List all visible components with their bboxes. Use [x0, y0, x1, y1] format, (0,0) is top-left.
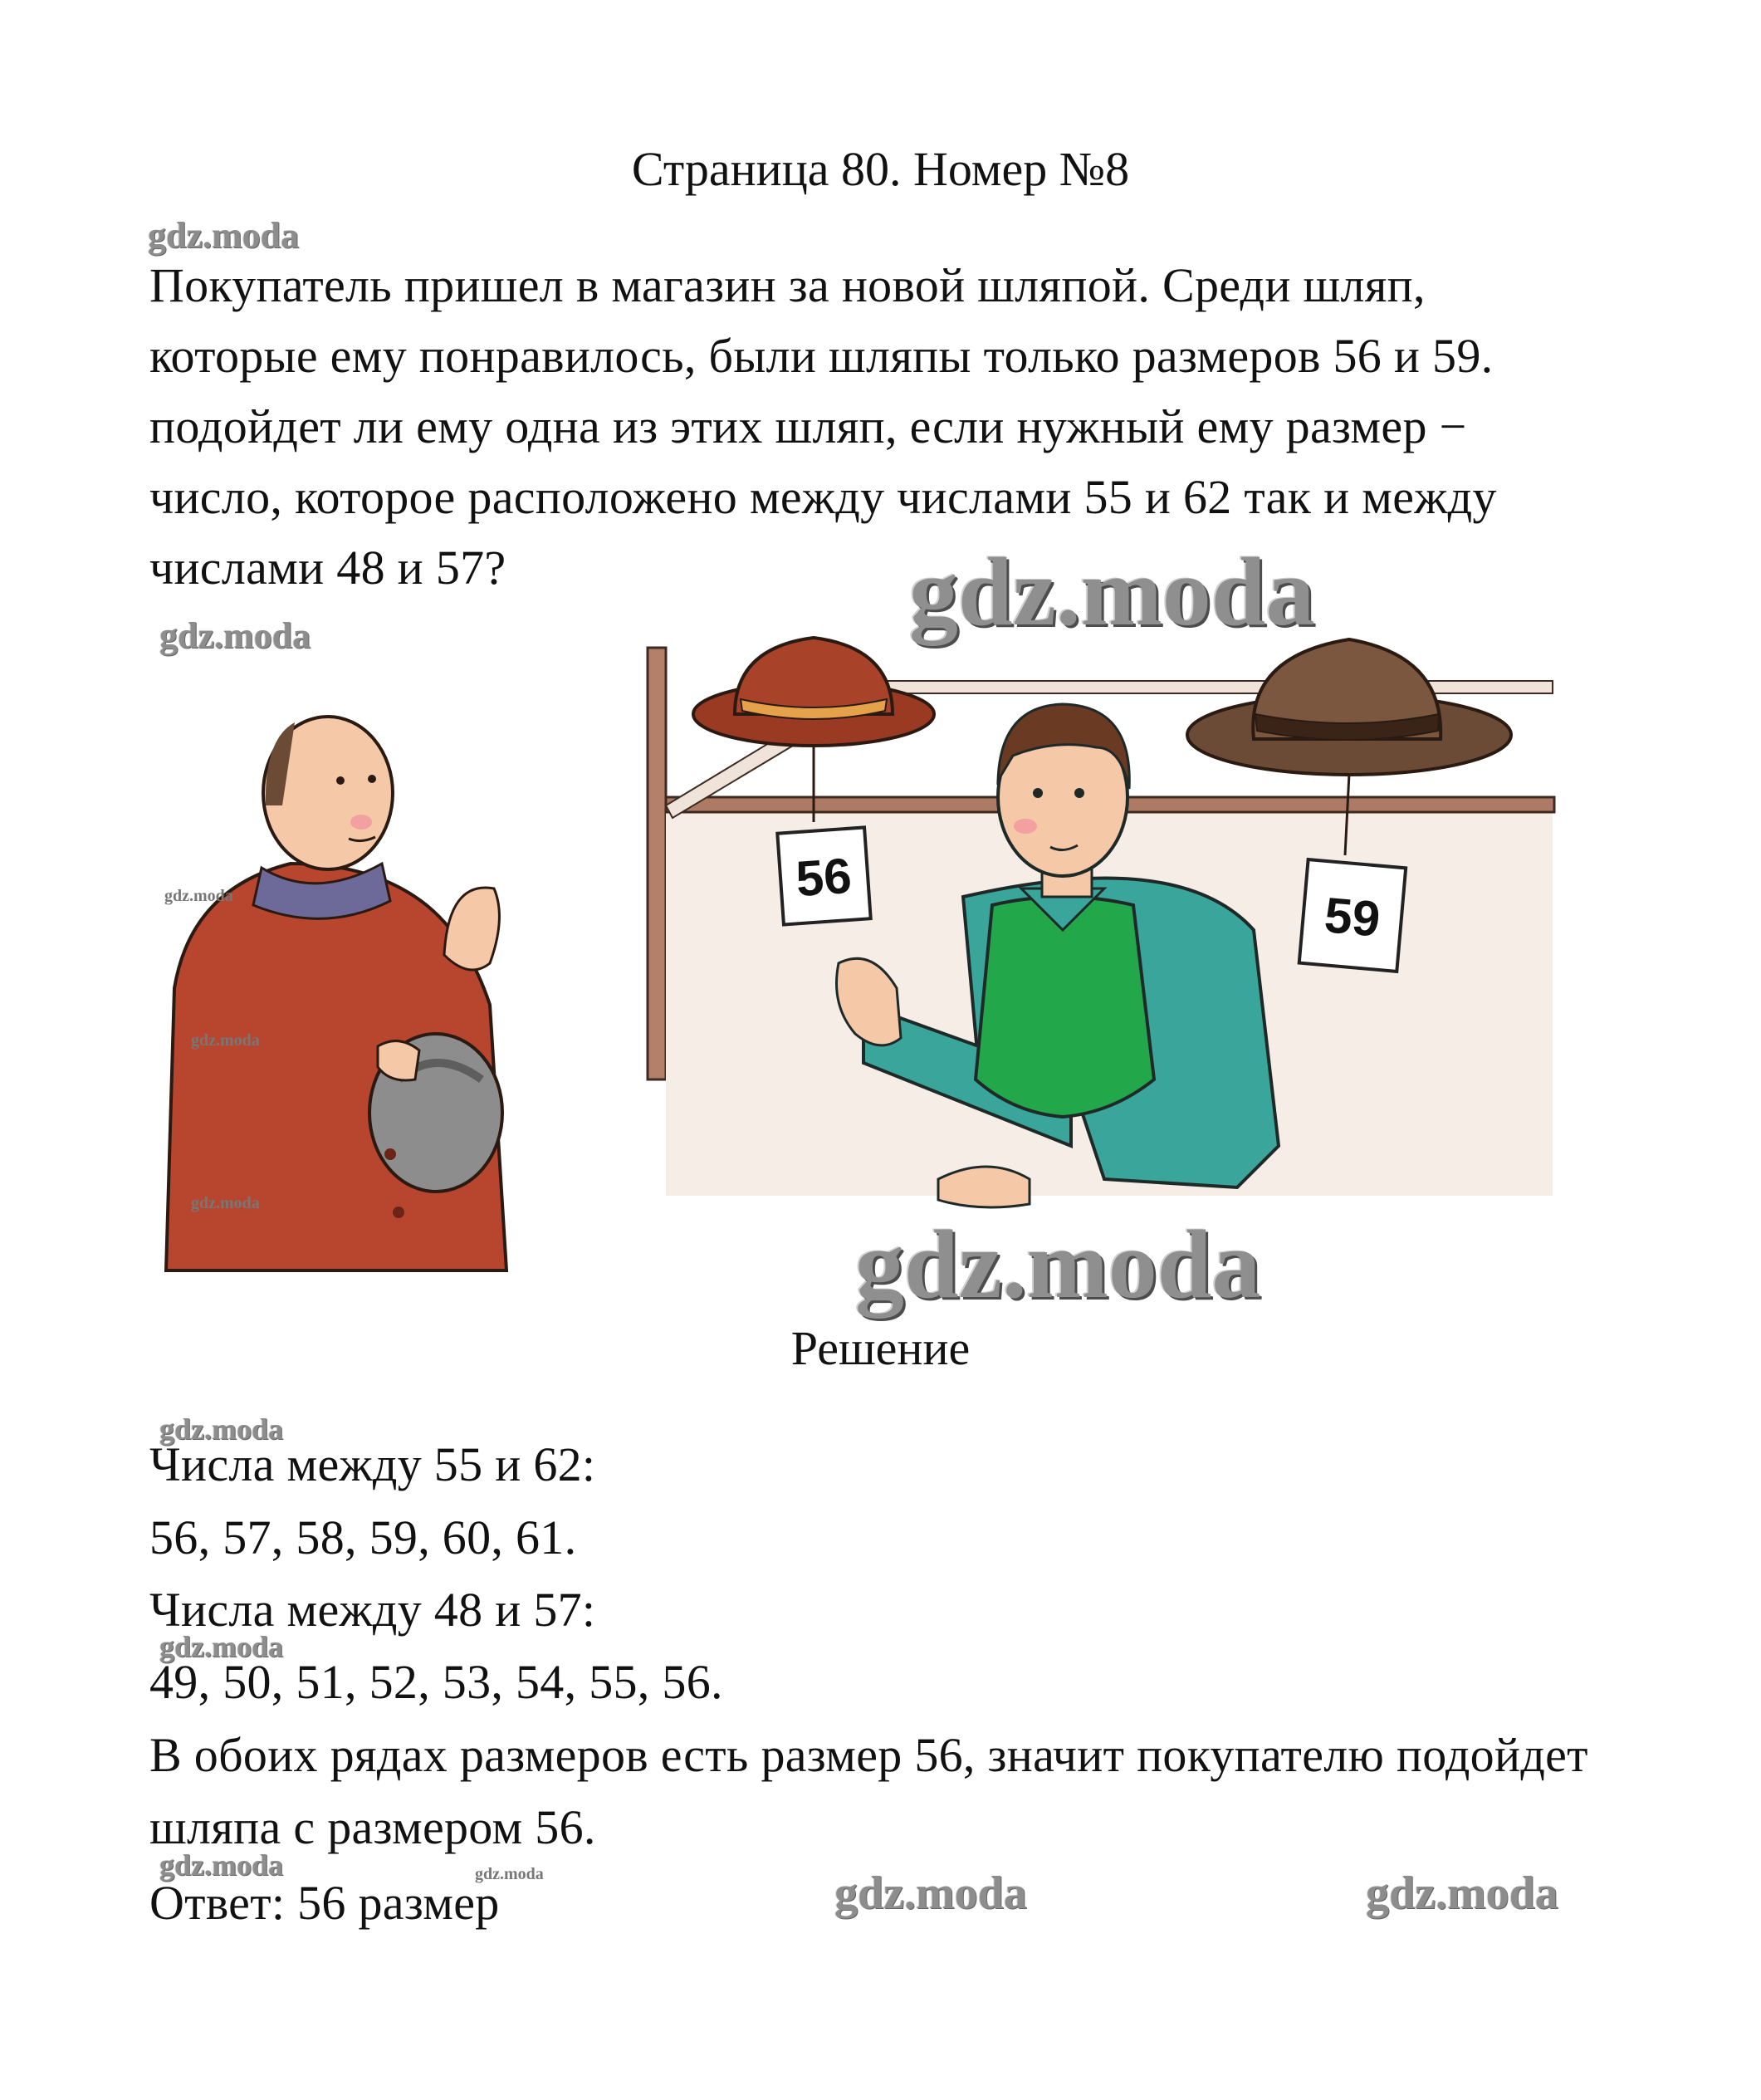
- watermark: gdz.moda: [475, 1865, 544, 1883]
- watermark: gdz.moda: [164, 887, 233, 905]
- watermark: gdz.moda: [159, 1630, 284, 1663]
- solution-line: Числа между 55 и 62:: [149, 1437, 596, 1491]
- size-tag-59: [1299, 859, 1406, 972]
- watermark: gdz.moda: [191, 1031, 260, 1050]
- section-title: Решение: [790, 1321, 971, 1375]
- illustration: [149, 614, 1561, 1279]
- problem-line: подойдет ли ему одна из этих шляп, если нужный ему размер −: [149, 399, 1467, 453]
- customer-figure: [166, 717, 506, 1270]
- watermark: gdz.moda: [159, 1848, 284, 1882]
- watermark: gdz.moda: [1366, 1867, 1558, 1919]
- problem-line: число, которое расположено между числами 55 и 62 так и между: [149, 470, 1497, 524]
- watermark: gdz.moda: [909, 537, 1315, 646]
- hat-red: [693, 638, 934, 822]
- shop-scene: [149, 614, 1561, 1279]
- watermark: gdz.moda: [159, 1412, 284, 1446]
- watermark: gdz.moda: [148, 215, 300, 256]
- answer-line: Ответ: 56 размер: [149, 1876, 500, 1930]
- problem-line: числами 48 и 57?: [149, 541, 506, 595]
- watermark: gdz.moda: [855, 1210, 1261, 1319]
- watermark: gdz.moda: [191, 1194, 260, 1212]
- solution-line: шляпа с размером 56.: [149, 1800, 596, 1854]
- solution-line: 49, 50, 51, 52, 53, 54, 55, 56.: [149, 1655, 723, 1709]
- watermark: gdz.moda: [159, 615, 311, 656]
- solution-line: В обоих рядах размеров есть размер 56, значит покупателю подойдет: [149, 1728, 1588, 1782]
- solution-line: 56, 57, 58, 59, 60, 61.: [149, 1510, 577, 1564]
- problem-line: которые ему понравилось, были шляпы только размеров 56 и 59.: [149, 329, 1494, 383]
- watermark: gdz.moda: [834, 1867, 1027, 1919]
- page-title: Страница 80. Номер №8: [631, 142, 1130, 196]
- size-tag-56: [777, 827, 870, 924]
- solution-line: Числа между 48 и 57:: [149, 1583, 596, 1637]
- size-tag-56-label: 56: [794, 847, 854, 908]
- problem-line: Покупатель пришел в магазин за новой шляпой. Среди шляп,: [149, 258, 1426, 312]
- size-tag-59-label: 59: [1322, 887, 1382, 947]
